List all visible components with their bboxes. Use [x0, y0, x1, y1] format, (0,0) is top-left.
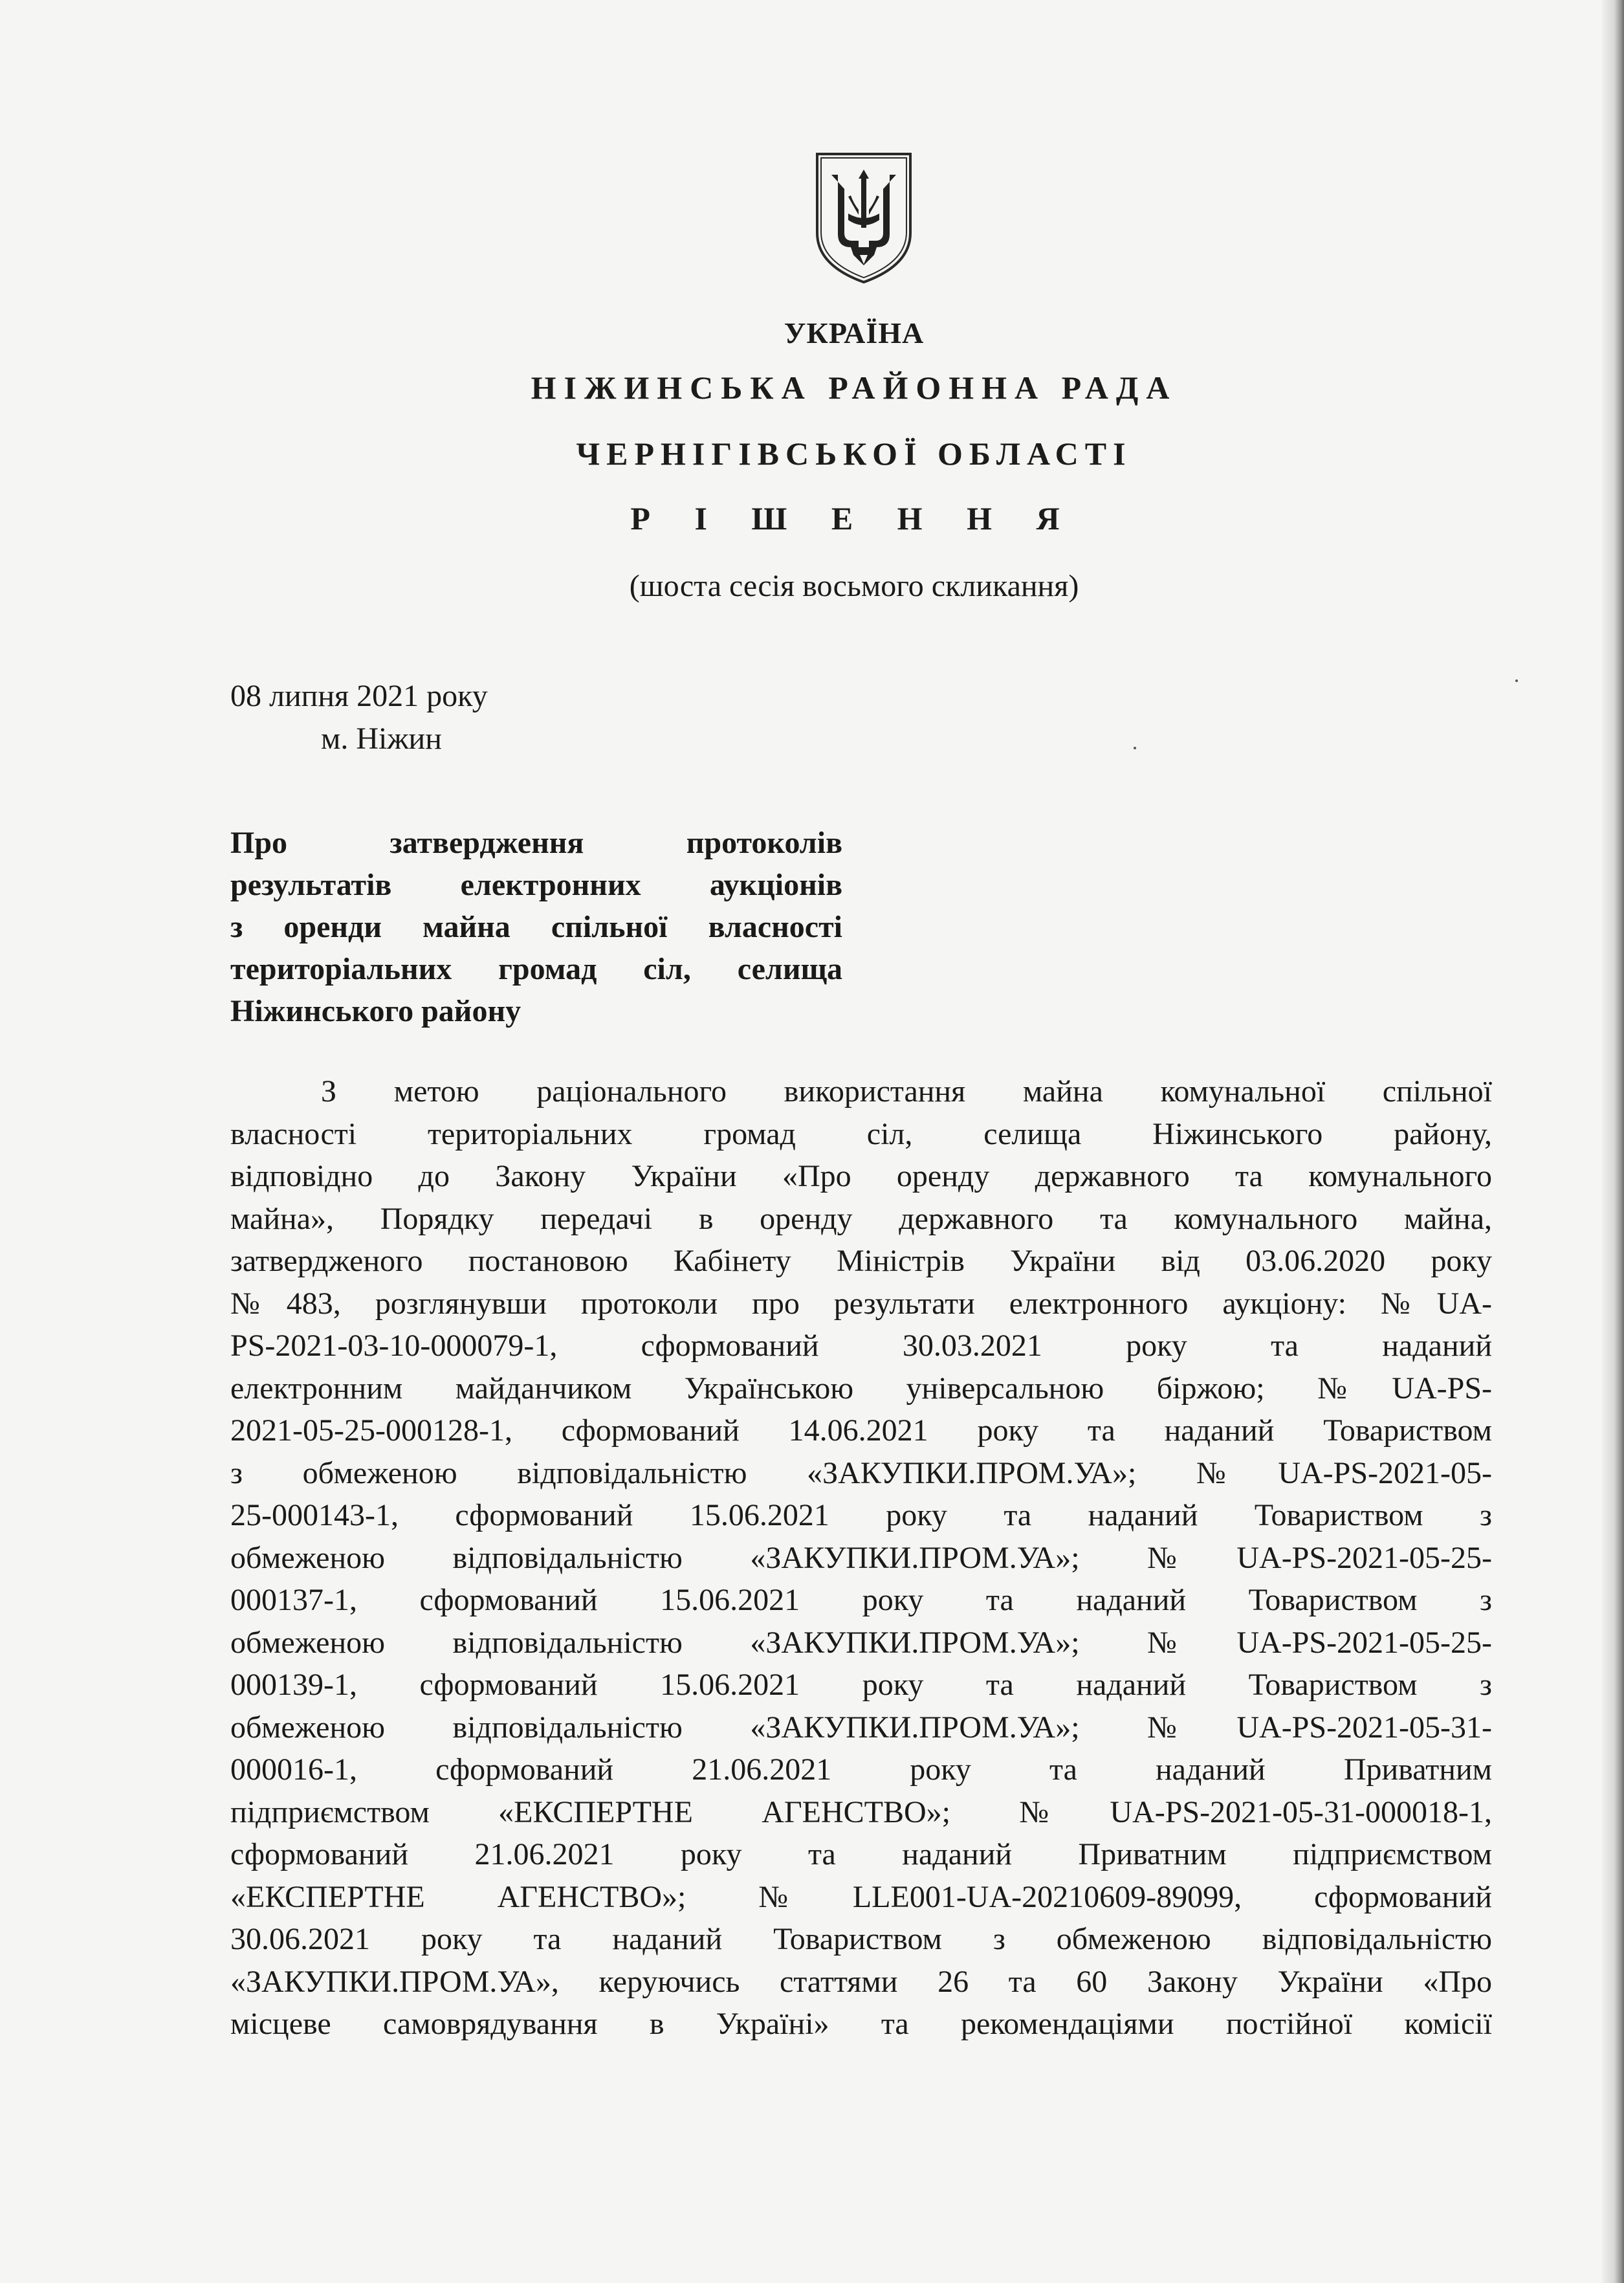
body-line: 30.06.2021 року та наданий Товариством з обмеженою відповідальністю: [230, 1922, 1492, 1956]
subject-line: Про затвердження протоколів: [230, 826, 842, 860]
trident-coat-of-arms-icon: [812, 150, 916, 286]
body-line: «ЗАКУПКИ.ПРОМ.УА», керуючись статтями 26 та 60 Закону України «Про: [230, 1964, 1492, 1999]
body-line: обмеженою відповідальністю «ЗАКУПКИ.ПРОМ.УА»; №UA-PS-2021-05-31-: [230, 1710, 1492, 1745]
oblast-heading: ЧЕРНІГІВСЬКОЇ ОБЛАСТІ: [576, 436, 1132, 472]
body-line: №483, розглянувши протоколи про результати електронного аукціону: №UA-: [230, 1286, 1492, 1321]
body-line: з обмеженою відповідальністю «ЗАКУПКИ.ПРОМ.УА»; №UA-PS-2021-05-: [230, 1455, 1492, 1490]
document-type-heading: Р І Ш Е Н Н Я: [630, 500, 1078, 536]
subject-line: результатів електронних аукціонів: [230, 868, 842, 902]
body-line: 2021-05-25-000128-1, сформований 14.06.2021 року та наданий Товариством: [230, 1413, 1492, 1448]
body-line: підприємством «ЕКСПЕРТНЕ АГЕНСТВО»; №UA-PS-2021-05-31-000018-1,: [230, 1794, 1492, 1829]
body-line: 000137-1, сформований 15.06.2021 року та наданий Товариством з: [230, 1583, 1492, 1617]
decision-body-text: [230, 1070, 1492, 2046]
document-place: м. Ніжин: [321, 722, 442, 756]
document-date: 08 липня 2021 року: [230, 679, 488, 713]
subject-line: з оренди майна спільної власності: [230, 910, 842, 944]
scan-speck: [1134, 747, 1136, 749]
country-heading: УКРАЇНА: [784, 316, 925, 349]
decision-subject: [230, 822, 842, 1032]
subject-line: територіальних громад сіл, селища: [230, 952, 842, 986]
body-line: 000139-1, сформований 15.06.2021 року та наданий Товариством з: [230, 1668, 1492, 1702]
council-heading: НІЖИНСЬКА РАЙОННА РАДА: [531, 369, 1178, 406]
body-line: 000016-1, сформований 21.06.2021 року та наданий Приватним: [230, 1752, 1492, 1787]
body-line: майна», Порядку передачі в оренду державного та комунального майна,: [230, 1201, 1492, 1236]
body-line: З метою раціонального використання майна комунальної спільної: [321, 1074, 1492, 1108]
body-line: PS-2021-03-10-000079-1, сформований 30.03.2021 року та наданий: [230, 1329, 1492, 1363]
body-line: обмеженою відповідальністю «ЗАКУПКИ.ПРОМ.УА»; №UA-PS-2021-05-25-: [230, 1540, 1492, 1575]
body-line: обмеженою відповідальністю «ЗАКУПКИ.ПРОМ.УА»; №UA-PS-2021-05-25-: [230, 1625, 1492, 1660]
body-line: власності територіальних громад сіл, селища Ніжинського району,: [230, 1116, 1492, 1151]
body-line: електронним майданчиком Українською універсальною біржою; №UA-PS-: [230, 1371, 1492, 1406]
body-line: місцеве самоврядування в Україні» та рекомендаціями постійної комісії: [230, 2007, 1492, 2041]
session-subtitle: (шоста сесія восьмого скликання): [629, 569, 1079, 603]
body-line: «ЕКСПЕРТНЕ АГЕНСТВО»; №LLE001-UA-20210609-89099, сформований: [230, 1879, 1492, 1914]
scan-speck: [1515, 679, 1518, 682]
body-line: сформований 21.06.2021 року та наданий Приватним підприємством: [230, 1837, 1492, 1871]
subject-line: Ніжинського району: [230, 994, 521, 1028]
body-line: затвердженого постановою Кабінету Міністрів України від 03.06.2020 року: [230, 1244, 1492, 1278]
body-line: 25-000143-1, сформований 15.06.2021 року та наданий Товариством з: [230, 1498, 1492, 1532]
body-line: відповідно до Закону України «Про оренду державного та комунального: [230, 1159, 1492, 1193]
